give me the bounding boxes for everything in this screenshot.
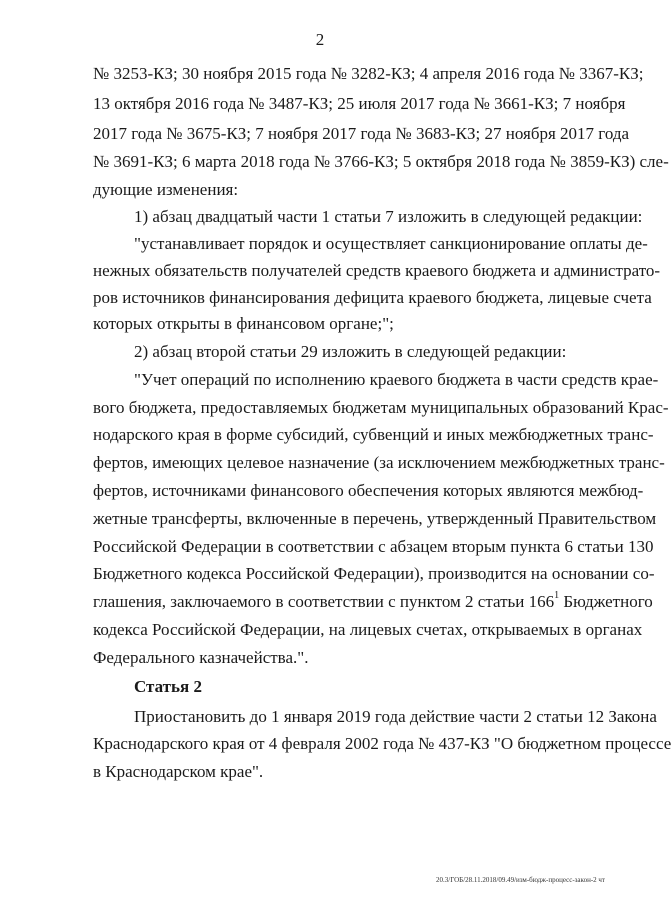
body-line: № 3691-КЗ; 6 марта 2018 года № 3766-КЗ; 5 октября 2018 года № 3859-КЗ) сле- xyxy=(93,152,669,171)
article-heading: Статья 2 xyxy=(134,677,202,696)
footer-reference: 20.3/ГОБ/28.11.2018/09.49/изм-бюдж-процесс-закон-2 чт xyxy=(436,876,605,884)
body-line: Краснодарского края от 4 февраля 2002 года № 437-КЗ "О бюджетном процессе xyxy=(93,734,671,753)
body-line: № 3253-КЗ; 30 ноября 2015 года № 3282-КЗ; 4 апреля 2016 года № 3367-КЗ; xyxy=(93,64,644,83)
page-number: 2 xyxy=(315,30,325,49)
quote-line: фертов, источниками финансового обеспечения которых являются межбюд- xyxy=(93,481,644,500)
quote-line: Российской Федерации в соответствии с абзацем вторым пункта 6 статьи 130 xyxy=(93,537,654,556)
quote-line: глашения, заключаемого в соответствии с пунктом 2 статьи $166^1$ Бюджетного xyxy=(93,590,653,611)
body-line: 2017 года № 3675-КЗ; 7 ноября 2017 года № 3683-КЗ; 27 ноября 2017 года xyxy=(93,124,630,143)
quote-line: ров источников финансирования дефицита краевого бюджета, лицевые счета xyxy=(93,288,652,307)
superscript: 1 xyxy=(554,590,560,602)
quote-line: "устанавливает порядок и осуществляет санкционирование оплаты де- xyxy=(134,234,648,253)
quote-line: Бюджетного кодекса Российской Федерации), производится на основании со- xyxy=(93,564,655,583)
quote-line: Федерального казначейства.". xyxy=(93,648,309,667)
amendment-item-2: 2) абзац второй статьи 29 изложить в следующей редакции: xyxy=(134,342,567,361)
quote-line: нежных обязательств получателей средств краевого бюджета и администрато- xyxy=(93,261,661,280)
quote-line: которых открыты в финансовом органе;"; xyxy=(93,314,394,333)
body-line: Приостановить до 1 января 2019 года действие части 2 статьи 12 Закона xyxy=(134,707,657,726)
quote-line: вого бюджета, предоставляемых бюджетам муниципальных образований Крас- xyxy=(93,398,669,417)
quote-line: "Учет операций по исполнению краевого бюджета в части средств крае- xyxy=(134,370,659,389)
body-line: 13 октября 2016 года № 3487-КЗ; 25 июля 2017 года № 3661-КЗ; 7 ноября xyxy=(93,94,626,113)
amendment-item-1: 1) абзац двадцатый части 1 статьи 7 изложить в следующей редакции: xyxy=(134,207,643,226)
body-line: в Краснодарском крае". xyxy=(93,762,264,781)
quote-line: кодекса Российской Федерации, на лицевых счетах, открываемых в органах xyxy=(93,620,643,639)
body-line: дующие изменения: xyxy=(93,180,239,199)
quote-line: фертов, имеющих целевое назначение (за исключением межбюджетных транс- xyxy=(93,453,665,472)
quote-line: нодарского края в форме субсидий, субвенций и иных межбюджетных транс- xyxy=(93,425,654,444)
quote-line: жетные трансферты, включенные в перечень, утвержденный Правительством xyxy=(93,509,657,528)
